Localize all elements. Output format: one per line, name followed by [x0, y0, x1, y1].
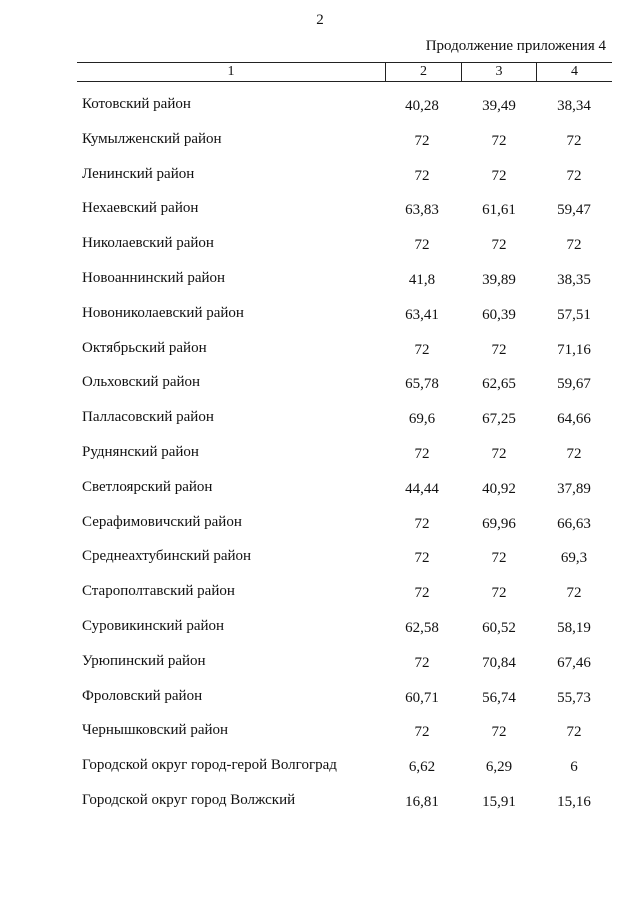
value-col-2: 72	[414, 132, 430, 149]
district-name: Палласовский район	[82, 409, 214, 426]
value-col-3: 6,29	[485, 759, 513, 776]
table-row	[0, 477, 640, 512]
table-row	[0, 616, 640, 651]
value-col-2: 72	[414, 237, 430, 254]
district-name: Котовский район	[82, 96, 191, 112]
district-name: Нехаевский район	[82, 200, 199, 217]
value-col-2: 72	[414, 445, 430, 462]
value-col-3: 72	[491, 550, 507, 567]
table-row	[0, 338, 640, 373]
value-col-3: 72	[491, 341, 507, 358]
value-col-4: 71,16	[557, 341, 591, 358]
district-name: Октябрьский район	[82, 339, 207, 356]
value-col-3: 39,49	[482, 98, 516, 114]
district-name: Руднянский район	[82, 443, 199, 460]
district-name: Среднеахтубинский район	[82, 548, 252, 565]
value-col-4: 59,47	[557, 202, 591, 219]
column-header-4: 4	[571, 64, 578, 79]
value-col-2: 69,6	[408, 411, 436, 428]
value-col-4: 37,89	[557, 480, 591, 497]
column-header-3: 3	[495, 64, 503, 79]
value-col-3: 72	[491, 585, 507, 602]
table-row	[0, 651, 640, 686]
value-col-4: 72	[566, 167, 582, 184]
value-col-4: 59,67	[557, 376, 591, 393]
value-col-2: 72	[414, 654, 430, 671]
district-name: Николаевский район	[82, 235, 214, 252]
column-header-1: 1	[227, 64, 235, 79]
value-col-3: 61,61	[482, 202, 516, 219]
district-name: Урюпинский район	[82, 652, 206, 669]
value-col-2: 44,44	[405, 480, 439, 497]
value-col-4: 38,35	[557, 271, 591, 288]
district-name: Новониколаевский район	[82, 304, 244, 321]
value-col-4: 72	[566, 132, 582, 149]
value-col-3: 72	[491, 445, 507, 462]
table-row	[0, 442, 640, 477]
value-col-3: 70,84	[482, 654, 516, 671]
value-col-2: 72	[414, 515, 430, 532]
district-name: Городской округ город-герой Волгоград	[82, 757, 337, 774]
table-row	[0, 94, 640, 129]
value-col-4: 6	[570, 759, 578, 776]
table-row	[0, 164, 640, 199]
value-col-2: 40,28	[405, 98, 439, 114]
table-row	[0, 303, 640, 338]
value-col-4: 64,66	[557, 411, 591, 428]
value-col-3: 40,92	[482, 480, 516, 497]
value-col-3: 72	[491, 237, 507, 254]
value-col-3: 72	[491, 724, 507, 741]
value-col-3: 60,39	[482, 306, 516, 323]
value-col-3: 39,89	[482, 271, 516, 288]
district-name: Серафимовичский район	[82, 513, 242, 530]
district-name: Суровикинский район	[82, 617, 225, 634]
continuation-label: Продолжение приложения 4	[425, 38, 606, 54]
value-col-2: 62,58	[405, 619, 439, 636]
column-header-2: 2	[420, 64, 427, 79]
district-name: Светлоярский район	[82, 478, 213, 495]
district-name: Новоаннинский район	[82, 269, 226, 286]
value-col-3: 56,74	[482, 689, 516, 706]
value-col-2: 60,71	[405, 689, 439, 706]
value-col-4: 72	[566, 237, 582, 254]
district-name: Кумылженский район	[82, 130, 222, 147]
table-row	[0, 720, 640, 755]
value-col-4: 72	[566, 585, 582, 602]
value-col-2: 65,78	[405, 376, 439, 393]
district-name: Фроловский район	[82, 687, 203, 704]
value-col-4: 58,19	[557, 619, 591, 636]
value-col-3: 69,96	[482, 515, 516, 532]
value-col-4: 66,63	[557, 515, 591, 532]
table-body	[0, 94, 640, 825]
value-col-2: 72	[414, 167, 430, 184]
table-row	[0, 512, 640, 547]
value-col-4: 38,34	[557, 98, 591, 114]
table-row	[0, 581, 640, 616]
value-col-4: 57,51	[557, 306, 591, 323]
value-col-2: 16,81	[405, 793, 439, 810]
value-col-3: 67,25	[482, 411, 516, 428]
value-col-2: 72	[414, 585, 430, 602]
value-col-3: 72	[491, 167, 507, 184]
district-name: Чернышковский район	[82, 722, 229, 739]
table-row	[0, 755, 640, 790]
value-col-2: 72	[414, 341, 430, 358]
value-col-4: 67,46	[557, 654, 591, 671]
page-number: 2	[316, 12, 324, 28]
table-row	[0, 129, 640, 164]
table-row	[0, 233, 640, 268]
value-col-3: 15,91	[482, 793, 516, 810]
table-row	[0, 790, 640, 825]
value-col-2: 72	[414, 724, 430, 741]
table-row	[0, 198, 640, 233]
value-col-2: 6,62	[408, 759, 436, 776]
value-col-3: 62,65	[482, 376, 516, 393]
value-col-3: 60,52	[482, 619, 516, 636]
table-row	[0, 372, 640, 407]
table-row	[0, 268, 640, 303]
value-col-4: 55,73	[557, 689, 591, 706]
value-col-3: 72	[491, 132, 507, 149]
value-col-4: 72	[566, 724, 582, 741]
value-col-2: 63,41	[405, 306, 439, 323]
value-col-2: 72	[414, 550, 430, 567]
table-row	[0, 686, 640, 721]
value-col-4: 15,16	[557, 793, 591, 810]
value-col-4: 72	[566, 445, 582, 462]
district-name: Старополтавский район	[82, 583, 235, 600]
table-row	[0, 407, 640, 442]
district-name: Ольховский район	[82, 374, 201, 391]
district-name: Городской округ город Волжский	[82, 791, 296, 808]
table-row	[0, 546, 640, 581]
district-name: Ленинский район	[82, 165, 195, 182]
table-header	[77, 62, 612, 82]
value-col-2: 41,8	[408, 271, 436, 288]
value-col-2: 63,83	[405, 202, 439, 219]
value-col-4: 69,3	[560, 550, 588, 567]
